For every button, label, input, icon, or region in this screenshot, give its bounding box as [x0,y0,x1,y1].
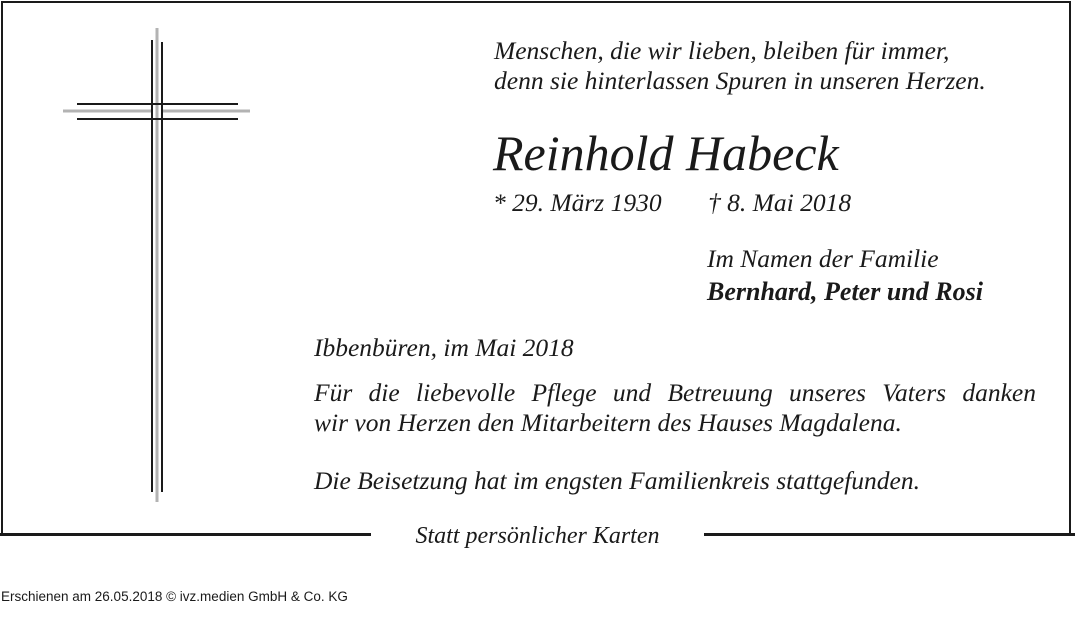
publication-credit: Erschienen am 26.05.2018 © ivz.medien GmbH & Co. KG [1,589,348,604]
footer-rule-left [0,533,371,536]
place-and-date: Ibbenbüren, im Mai 2018 [314,333,574,362]
deceased-name: Reinhold Habeck [493,125,839,181]
motto-verse [494,36,1064,96]
motto-line: Menschen, die wir lieben, bleiben für immer, [494,36,950,65]
thanks-line: Für die liebevolle Pflege und Betreuung unseres Vaters danken [314,378,1036,407]
death-date: † 8. Mai 2018 [708,188,852,217]
footer-rule-right [704,533,1075,536]
thanks-line: wir von Herzen den Mitarbeitern des Hauses Magdalena. [314,408,902,437]
family-names: Bernhard, Peter und Rosi [707,277,983,306]
funeral-note: Die Beisetzung hat im engsten Familienkreis stattgefunden. [314,466,920,495]
family-intro: Im Namen der Familie [707,244,939,273]
cross-icon [60,26,255,506]
footer-note: Statt persönlicher Karten [415,523,660,549]
motto-line: denn sie hinterlassen Spuren in unseren Herzen. [494,66,986,95]
birth-date: * 29. März 1930 [493,188,662,217]
thanks-paragraph [314,378,1036,438]
